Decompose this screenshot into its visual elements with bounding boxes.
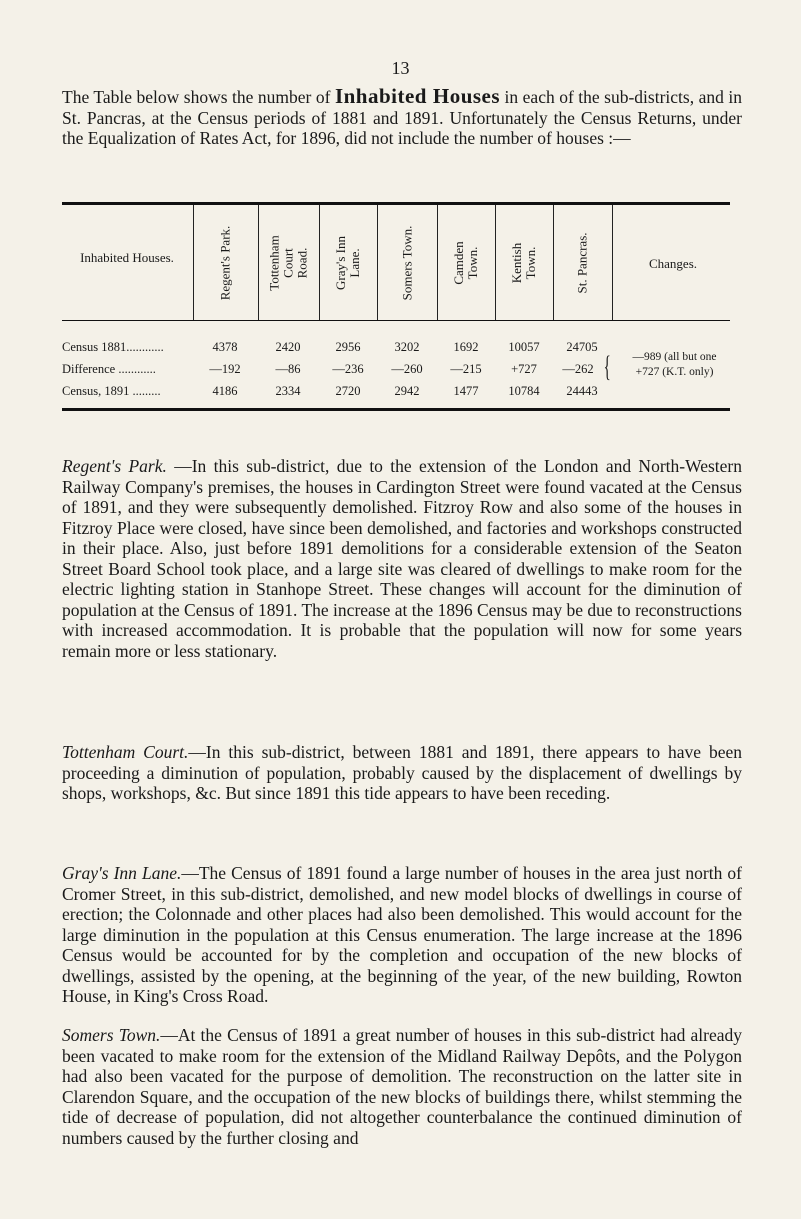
table-cell: 4186 <box>212 384 238 398</box>
table-cell: —86 <box>275 362 301 376</box>
column-divider <box>612 205 613 320</box>
column-header: Kentish Town. <box>509 242 538 283</box>
column-header: Tottenham Court Road. <box>266 234 310 291</box>
paragraph-somers-town <box>62 1025 742 1148</box>
intro-highlight: Inhabited Houses <box>334 84 501 108</box>
paragraph-tottenham-court <box>62 742 742 804</box>
table-cell: 3202 <box>394 340 420 354</box>
paragraph-title: Gray's Inn Lane. <box>62 863 182 883</box>
row-label: Census 1881............ <box>62 340 164 354</box>
table-cell: —260 <box>391 362 423 376</box>
table-cell: 1692 <box>453 340 479 354</box>
brace-glyph: { <box>603 350 611 383</box>
paragraph-title: Tottenham Court. <box>62 742 189 762</box>
paragraph-text: —In this sub-district, between 1881 and 1891, there appears to have been proceeding a diminution of population, probably caused by the displacement of dwellings by shops, workshops, &c. But since 1891 this tide appears to have been receding. <box>62 742 742 803</box>
table-cell: 2720 <box>335 384 361 398</box>
column-header: St. Pancras. <box>574 231 590 294</box>
column-header: Camden Town. <box>451 240 480 285</box>
paragraph-text: —The Census of 1891 found a large number of houses in the area just north of Cromer Street, in this sub-district, demolished, and new model blocks of dwellings in course of erection; the Colonnade and other places had also been demolished. This would account for the large diminution in the population at this Census enumeration. The large increase at the 1896 Census would be accounted for by the completion and occupation of the new blocks of dwellings, assisted by the opening, at the beginning of the year, of the new building, Rowton House, in King's Cross Road. <box>62 863 742 1006</box>
table-cell: 10784 <box>508 384 540 398</box>
table-header-rule <box>62 320 730 321</box>
table-cell: —236 <box>332 362 364 376</box>
table-cell: 1477 <box>453 384 479 398</box>
table-cell: 2420 <box>275 340 301 354</box>
table-cell: 24443 <box>566 384 598 398</box>
changes-note <box>617 350 732 380</box>
paragraph-regents-park <box>62 456 742 661</box>
row-label: Census, 1891 ......... <box>62 384 161 398</box>
table-top-rule <box>62 202 730 205</box>
intro-after: in each of the sub-districts, and in St. Pancras, at the Census periods of 1881 and 1891. Unfortunately the Census Returns, under the Equalization of Rates Act, for 1896, did not include the number of houses :— <box>62 87 742 148</box>
column-header: Somers Town. <box>399 225 414 300</box>
table-cell: 2956 <box>335 340 361 354</box>
table-cell: —215 <box>450 362 482 376</box>
table-cell: 2942 <box>394 384 420 398</box>
paragraph-title: Somers Town. <box>62 1025 161 1045</box>
table-cell: —192 <box>209 362 241 376</box>
changes-line: +727 (K.T. only) <box>635 366 714 378</box>
table-cell: —262 <box>562 362 594 376</box>
table-corner-header: Inhabited Houses. <box>80 250 174 265</box>
paragraph-grays-inn-lane <box>62 863 742 1007</box>
intro-before: The Table below shows the number of <box>62 87 335 107</box>
row-label: Difference ............ <box>62 362 156 376</box>
table-cell: +727 <box>511 362 537 376</box>
column-header: Regent's Park. <box>217 225 233 300</box>
paragraph-text: —At the Census of 1891 a great number of houses in this sub-district had already been vacated to make room for the extension of the Midland Railway Depôts, and the Polygon had also been vacated for the purpose of demolition. The reconstruction on the latter site in Clarendon Square, and the occupation of the new blocks of buildings there, whilst stemming the tide of decrease of population, did not altogether counterbalance the continued diminution of numbers caused by the further closing and <box>62 1025 742 1148</box>
changes-line: —989 (all but one <box>632 351 717 363</box>
changes-header: Changes. <box>648 256 698 271</box>
paragraph-title: Regent's Park. <box>62 456 167 476</box>
column-header: Gray's Inn Lane. <box>333 235 362 290</box>
table-cell: 2334 <box>275 384 301 398</box>
page-number: 13 <box>391 58 410 78</box>
paragraph-text: —In this sub-district, due to the extension of the London and North-Western Railway Company's premises, the houses in Cardington Street were found vacated at the Census of 1891, and they were subsequently demolished. Fitzroy Row and also some of the houses in Fitzroy Place were closed, have since been demolished, and factories and workshops constructed in their place. Also, just before 1891 demolitions for a considerable extension of the Seaton Street Board School took place, and a large site was cleared of dwellings to make room for the electric lighting station in Stanhope Street. These changes will account for the diminution of population at the Census of 1891. The increase at the 1896 Census may be due to reconstructions with increased accommodation. It is probable that the population will now for some years remain more or less stationary. <box>62 456 742 661</box>
table-cell: 24705 <box>566 340 598 354</box>
intro-paragraph <box>62 86 742 149</box>
table-cell: 4378 <box>212 340 238 354</box>
table-cell: 10057 <box>508 340 540 354</box>
table-bottom-rule <box>62 408 730 411</box>
